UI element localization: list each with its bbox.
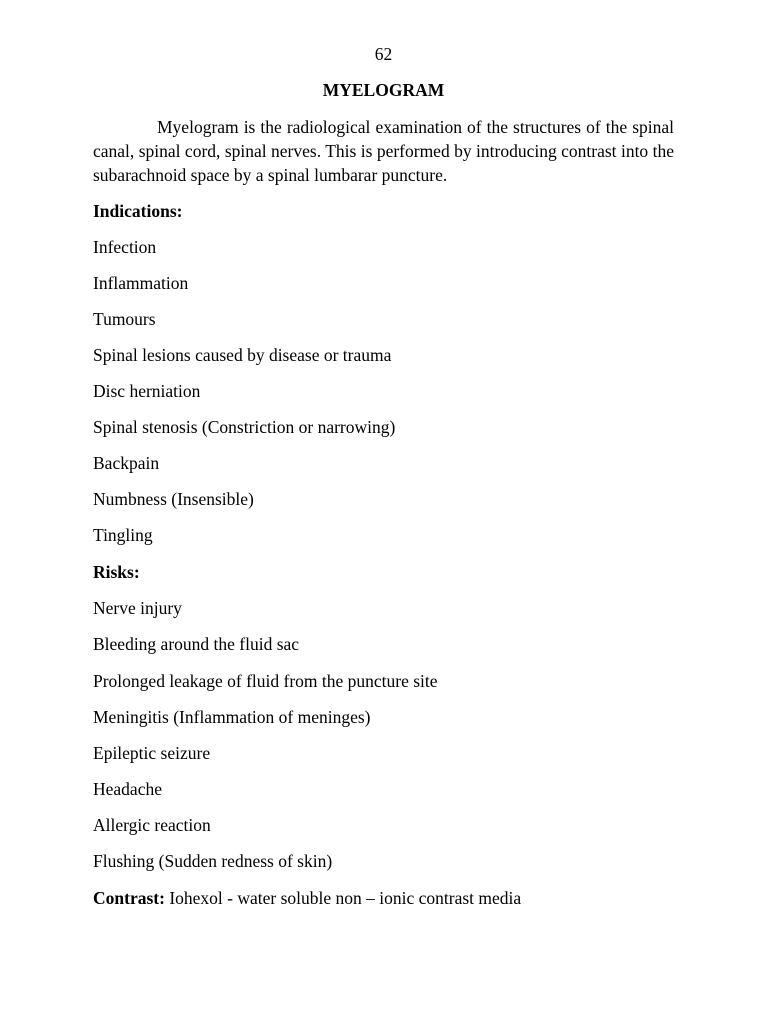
risk-item: Epileptic seizure [93, 743, 211, 763]
contrast-label: Contrast: [93, 888, 165, 908]
indication-item: Inflammation [93, 273, 189, 293]
indication-item: Numbness (Insensible) [93, 489, 254, 509]
indication-item: Tingling [93, 525, 153, 545]
page-number: 62 [374, 44, 393, 64]
contrast-line [93, 887, 674, 909]
indication-item: Backpain [93, 453, 160, 473]
risks-heading: Risks: [93, 562, 140, 582]
indication-item: Infection [93, 237, 157, 257]
risk-item: Allergic reaction [93, 815, 211, 835]
indication-item: Spinal stenosis (Constriction or narrowing) [93, 417, 396, 437]
indication-item: Spinal lesions caused by disease or trauma [93, 345, 392, 365]
indications-heading: Indications: [93, 201, 183, 221]
risk-item: Meningitis (Inflammation of meninges) [93, 707, 371, 727]
page-title: MYELOGRAM [322, 80, 445, 100]
risk-item: Headache [93, 779, 162, 799]
risk-item: Bleeding around the fluid sac [93, 634, 300, 654]
risk-item: Prolonged leakage of fluid from the puncture site [93, 671, 438, 691]
indication-item: Disc herniation [93, 381, 201, 401]
contrast-text: Iohexol - water soluble non – ionic contrast media [164, 888, 522, 908]
intro-paragraph: Myelogram is the radiological examination of the structures of the spinal canal, spinal cord, spinal nerves. This is performed by introducing contrast into the subarachnoid space by a spinal lumbarar puncture. [93, 117, 674, 185]
risk-item: Flushing (Sudden redness of skin) [93, 851, 333, 871]
risk-item: Nerve injury [93, 598, 182, 618]
indication-item: Tumours [93, 309, 156, 329]
